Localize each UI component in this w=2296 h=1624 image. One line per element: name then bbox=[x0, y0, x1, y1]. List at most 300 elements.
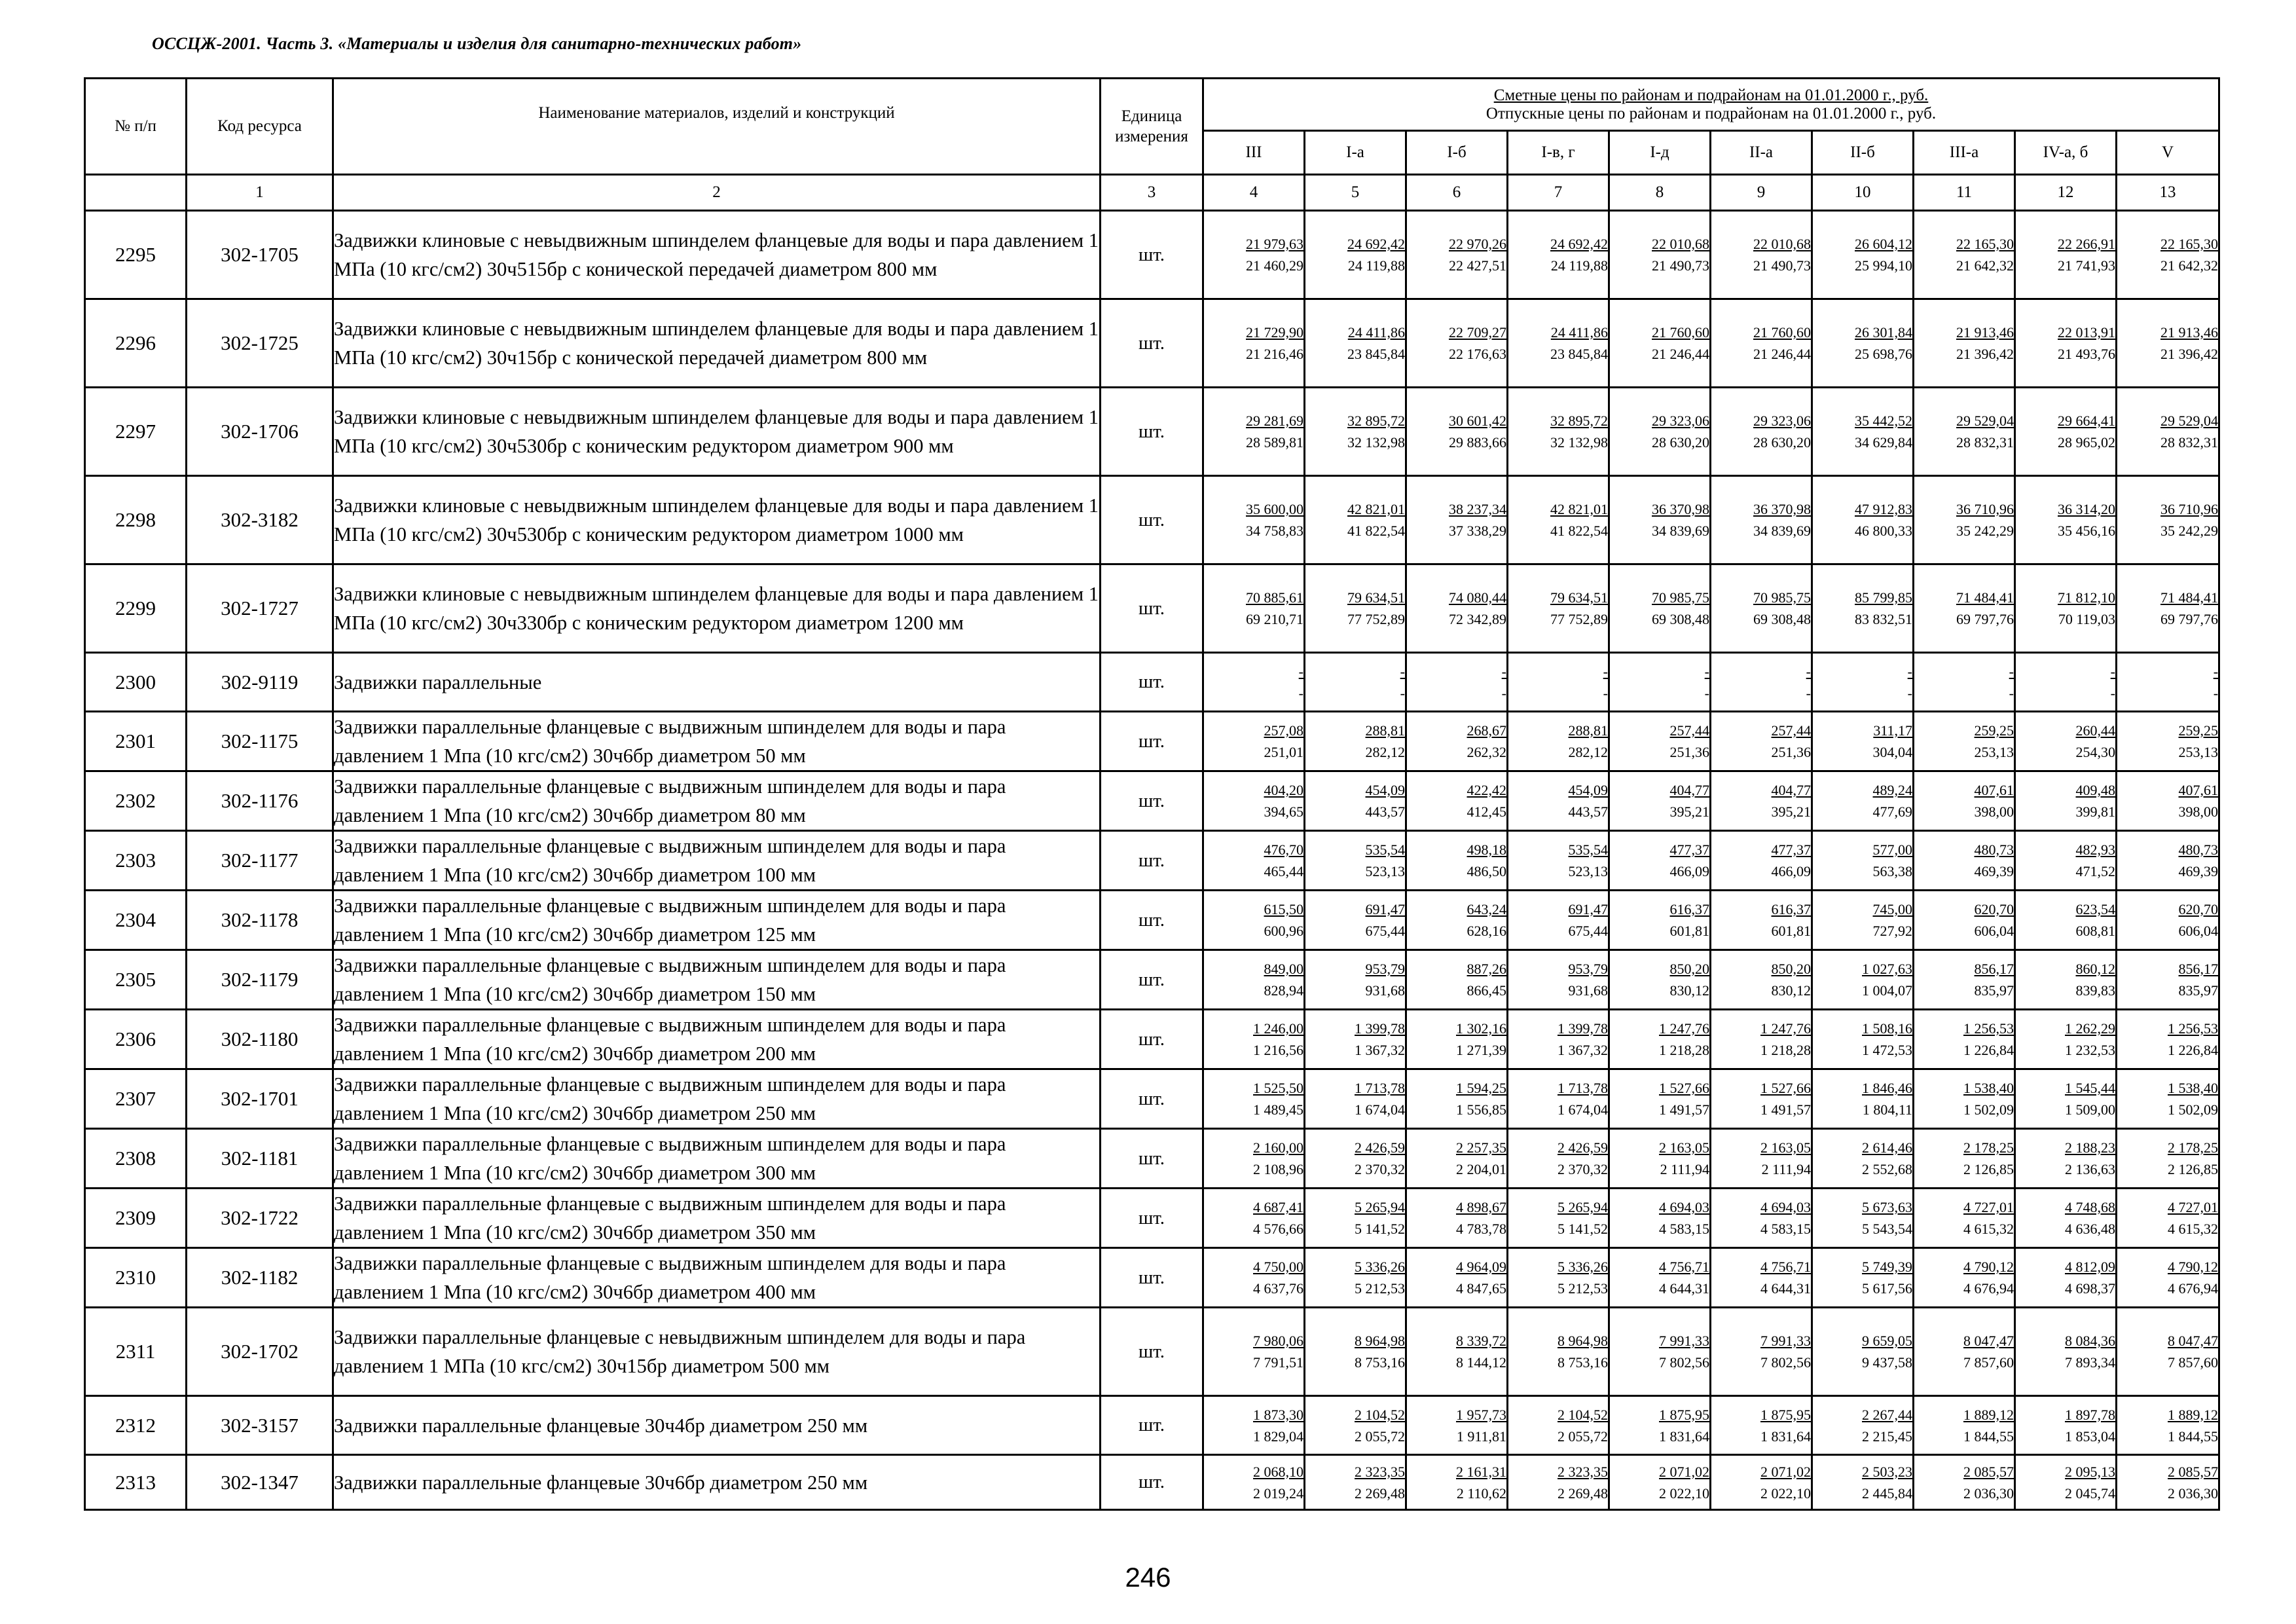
estimate-price: 1 873,30 bbox=[1253, 1406, 1303, 1423]
price-cell bbox=[1508, 1129, 1609, 1189]
release-price: 35 242,29 bbox=[2160, 523, 2219, 539]
release-price: 399,81 bbox=[2075, 803, 2115, 820]
row-number: 2301 bbox=[85, 712, 187, 771]
table-row bbox=[85, 1396, 2219, 1455]
table-row bbox=[85, 1010, 2219, 1069]
resource-code: 302-1179 bbox=[187, 950, 333, 1010]
estimate-price: 29 529,04 bbox=[1956, 413, 2014, 429]
release-price: - bbox=[1704, 684, 1709, 701]
estimate-price: 22 165,30 bbox=[2160, 236, 2219, 252]
price-cell bbox=[1406, 771, 1508, 831]
estimate-price: 2 104,52 bbox=[1355, 1406, 1405, 1423]
estimate-price: 22 165,30 bbox=[1956, 236, 2014, 252]
resource-code: 302-1175 bbox=[187, 712, 333, 771]
header-name: Наименование материалов, изделий и конструкций bbox=[333, 79, 1101, 175]
estimate-price: 887,26 bbox=[1467, 961, 1506, 977]
material-name: Задвижки клиновые с невыдвижным шпинделем фланцевые для воды и пара давлением 1 МПа (10 кгс/см2) 30ч530бр с коническим редуктором диаметром 900 мм bbox=[333, 388, 1101, 476]
estimate-price: 2 163,05 bbox=[1760, 1139, 1811, 1156]
release-price: 1 556,85 bbox=[1456, 1101, 1506, 1118]
estimate-price: 2 267,44 bbox=[1862, 1406, 1912, 1423]
estimate-price: 268,67 bbox=[1467, 722, 1506, 739]
release-price: 2 126,85 bbox=[1963, 1161, 2014, 1177]
price-cell bbox=[1812, 712, 1914, 771]
release-price: 486,50 bbox=[1467, 863, 1506, 879]
material-name: Задвижки параллельные фланцевые 30ч6бр диаметром 250 мм bbox=[333, 1455, 1101, 1510]
price-cell bbox=[1711, 1010, 1812, 1069]
release-price: 34 839,69 bbox=[1652, 523, 1709, 539]
estimate-price: 860,12 bbox=[2075, 961, 2115, 977]
estimate-price: 42 821,01 bbox=[1550, 501, 1608, 517]
estimate-price: 577,00 bbox=[1872, 841, 1912, 858]
release-price: 77 752,89 bbox=[1550, 611, 1608, 627]
price-cell bbox=[2117, 891, 2219, 950]
price-cell bbox=[1406, 653, 1508, 712]
release-price: 1 829,04 bbox=[1253, 1428, 1303, 1445]
estimate-price: 4 898,67 bbox=[1456, 1199, 1506, 1215]
release-price: 469,39 bbox=[1974, 863, 2014, 879]
price-cell bbox=[1609, 299, 1711, 388]
estimate-price: 953,79 bbox=[1365, 961, 1405, 977]
estimate-price: 22 970,26 bbox=[1449, 236, 1506, 252]
release-price: 2 036,30 bbox=[2168, 1485, 2219, 1502]
release-price: 563,38 bbox=[1872, 863, 1912, 879]
estimate-price: 85 799,85 bbox=[1855, 589, 1912, 606]
resource-code: 302-1722 bbox=[187, 1189, 333, 1248]
release-price: 37 338,29 bbox=[1449, 523, 1506, 539]
price-cell bbox=[1609, 1189, 1711, 1248]
resource-code: 302-1706 bbox=[187, 388, 333, 476]
price-cell bbox=[1305, 1396, 1406, 1455]
estimate-price: 2 614,46 bbox=[1862, 1139, 1912, 1156]
region-header: I-д bbox=[1609, 131, 1711, 175]
release-price: 1 502,09 bbox=[2168, 1101, 2219, 1118]
estimate-price: 535,54 bbox=[1568, 841, 1608, 858]
release-price: 2 269,48 bbox=[1558, 1485, 1608, 1502]
estimate-price: 850,20 bbox=[1771, 961, 1811, 977]
estimate-price: 745,00 bbox=[1872, 901, 1912, 917]
release-price: 2 111,94 bbox=[1761, 1161, 1811, 1177]
resource-code: 302-1178 bbox=[187, 891, 333, 950]
release-price: 727,92 bbox=[1872, 923, 1912, 939]
estimate-price: 1 897,78 bbox=[2065, 1406, 2115, 1423]
release-price: 7 802,56 bbox=[1760, 1354, 1811, 1371]
release-price: 1 831,64 bbox=[1659, 1428, 1709, 1445]
price-cell bbox=[1914, 1069, 2015, 1129]
release-price: - bbox=[1806, 684, 1811, 701]
estimate-price: 259,25 bbox=[2178, 722, 2219, 739]
price-cell bbox=[1203, 653, 1305, 712]
table-row bbox=[85, 1129, 2219, 1189]
price-cell bbox=[1305, 771, 1406, 831]
estimate-price: 1 538,40 bbox=[1963, 1080, 2014, 1096]
unit-of-measure: шт. bbox=[1101, 831, 1203, 891]
release-price: 1 674,04 bbox=[1558, 1101, 1608, 1118]
price-cell bbox=[1508, 564, 1609, 653]
estimate-price: 2 426,59 bbox=[1558, 1139, 1608, 1156]
price-cell bbox=[1711, 211, 1812, 299]
region-header: V bbox=[2117, 131, 2219, 175]
price-cell bbox=[2015, 831, 2117, 891]
estimate-price: 477,37 bbox=[1771, 841, 1811, 858]
estimate-price: 1 246,00 bbox=[1253, 1020, 1303, 1037]
release-price: 931,68 bbox=[1568, 982, 1608, 999]
header-unit: Единица измерения bbox=[1101, 79, 1203, 175]
row-number: 2297 bbox=[85, 388, 187, 476]
price-cell bbox=[1812, 891, 1914, 950]
price-cell bbox=[1203, 891, 1305, 950]
release-price: 1 218,28 bbox=[1760, 1042, 1811, 1058]
estimate-price: 454,09 bbox=[1568, 782, 1608, 798]
release-price: 2 019,24 bbox=[1253, 1485, 1303, 1502]
release-price: 600,96 bbox=[1264, 923, 1303, 939]
price-cell bbox=[1711, 1455, 1812, 1510]
release-price: 28 965,02 bbox=[2058, 434, 2115, 451]
material-name: Задвижки клиновые с невыдвижным шпинделем фланцевые для воды и пара давлением 1 МПа (10 кгс/см2) 30ч530бр с коническим редуктором диаметром 1000 мм bbox=[333, 476, 1101, 564]
material-name: Задвижки параллельные фланцевые с выдвижным шпинделем для воды и пара давлением 1 Мпа (10 кгс/см2) 30ч6бр диаметром 150 мм bbox=[333, 950, 1101, 1010]
price-cell bbox=[1812, 1189, 1914, 1248]
unit-of-measure: шт. bbox=[1101, 299, 1203, 388]
column-number: 1 bbox=[187, 175, 333, 211]
table-row bbox=[85, 388, 2219, 476]
column-number: 3 bbox=[1101, 175, 1203, 211]
price-cell bbox=[1305, 831, 1406, 891]
release-price: 4 676,94 bbox=[2168, 1280, 2219, 1297]
release-price: 41 822,54 bbox=[1347, 523, 1405, 539]
price-cell bbox=[1406, 950, 1508, 1010]
estimate-price: - bbox=[2110, 663, 2115, 680]
release-price: 21 493,76 bbox=[2058, 346, 2115, 362]
price-cell bbox=[2015, 1189, 2117, 1248]
material-name: Задвижки параллельные фланцевые с выдвижным шпинделем для воды и пара давлением 1 Мпа (10 кгс/см2) 30ч6бр диаметром 80 мм bbox=[333, 771, 1101, 831]
release-price: 1 853,04 bbox=[2065, 1428, 2115, 1445]
release-price: 931,68 bbox=[1365, 982, 1405, 999]
release-price: 5 212,53 bbox=[1355, 1280, 1405, 1297]
price-cell bbox=[2117, 1010, 2219, 1069]
release-price: 2 055,72 bbox=[1355, 1428, 1405, 1445]
estimate-price: 620,70 bbox=[1974, 901, 2014, 917]
release-price: 9 437,58 bbox=[1862, 1354, 1912, 1371]
estimate-price: 32 895,72 bbox=[1347, 413, 1405, 429]
estimate-price: 5 749,39 bbox=[1862, 1259, 1912, 1275]
release-price: 2 055,72 bbox=[1558, 1428, 1608, 1445]
table-row bbox=[85, 1189, 2219, 1248]
estimate-price: 24 692,42 bbox=[1550, 236, 1608, 252]
estimate-price: - bbox=[1806, 663, 1811, 680]
estimate-price: - bbox=[2213, 663, 2219, 680]
price-cell bbox=[2117, 211, 2219, 299]
release-price: 1 226,84 bbox=[1963, 1042, 2014, 1058]
release-price: 2 370,32 bbox=[1558, 1161, 1608, 1177]
release-price: 21 490,73 bbox=[1652, 257, 1709, 274]
estimate-price: 74 080,44 bbox=[1449, 589, 1506, 606]
release-price: 606,04 bbox=[2178, 923, 2219, 939]
release-price: 29 883,66 bbox=[1449, 434, 1506, 451]
price-cell bbox=[2015, 1248, 2117, 1308]
region-header: I-в, г bbox=[1508, 131, 1609, 175]
price-cell bbox=[1305, 1455, 1406, 1510]
release-price: 70 119,03 bbox=[2058, 611, 2115, 627]
price-cell bbox=[1508, 891, 1609, 950]
estimate-price: 1 545,44 bbox=[2065, 1080, 2115, 1096]
estimate-price: 535,54 bbox=[1365, 841, 1405, 858]
release-price: 412,45 bbox=[1467, 803, 1506, 820]
price-cell bbox=[1203, 771, 1305, 831]
region-header: II-б bbox=[1812, 131, 1914, 175]
column-number: 10 bbox=[1812, 175, 1914, 211]
release-price: 398,00 bbox=[1974, 803, 2014, 820]
price-cell bbox=[1305, 564, 1406, 653]
table-row bbox=[85, 950, 2219, 1010]
row-number: 2312 bbox=[85, 1396, 187, 1455]
price-cell bbox=[1914, 891, 2015, 950]
price-cell bbox=[1508, 1308, 1609, 1396]
price-cell bbox=[1508, 299, 1609, 388]
release-price: 4 615,32 bbox=[1963, 1221, 2014, 1237]
release-price: 83 832,51 bbox=[1855, 611, 1912, 627]
release-price: 21 490,73 bbox=[1753, 257, 1811, 274]
price-cell bbox=[1609, 1455, 1711, 1510]
release-price: 21 460,29 bbox=[1246, 257, 1303, 274]
header-code: Код ресурса bbox=[187, 79, 333, 175]
estimate-price: - bbox=[1400, 663, 1405, 680]
price-cell bbox=[1609, 950, 1711, 1010]
price-cell bbox=[1914, 1129, 2015, 1189]
release-price: 21 246,44 bbox=[1753, 346, 1811, 362]
resource-code: 302-1176 bbox=[187, 771, 333, 831]
estimate-price: 24 692,42 bbox=[1347, 236, 1405, 252]
release-price: 2 108,96 bbox=[1253, 1161, 1303, 1177]
price-cell bbox=[2117, 476, 2219, 564]
column-number-empty bbox=[85, 175, 187, 211]
price-cell bbox=[2117, 771, 2219, 831]
price-cell bbox=[2117, 1396, 2219, 1455]
release-price: 2 126,85 bbox=[2168, 1161, 2219, 1177]
estimate-price: 404,77 bbox=[1771, 782, 1811, 798]
estimate-price: 8 084,36 bbox=[2065, 1333, 2115, 1349]
price-cell bbox=[1203, 564, 1305, 653]
resource-code: 302-1177 bbox=[187, 831, 333, 891]
page-header: ОССЦЖ-2001. Часть 3. «Материалы и изделия для санитарно-технических работ» bbox=[152, 34, 802, 53]
column-number: 11 bbox=[1914, 175, 2015, 211]
price-cell bbox=[1914, 831, 2015, 891]
release-price: 254,30 bbox=[2075, 744, 2115, 760]
price-cell bbox=[2015, 1308, 2117, 1396]
price-cell bbox=[2117, 1455, 2219, 1510]
estimate-price: 21 760,60 bbox=[1652, 324, 1709, 341]
price-cell bbox=[1406, 564, 1508, 653]
price-cell bbox=[1406, 388, 1508, 476]
estimate-price: 4 748,68 bbox=[2065, 1199, 2115, 1215]
price-cell bbox=[2015, 1069, 2117, 1129]
price-cell bbox=[1508, 771, 1609, 831]
region-header: IV-а, б bbox=[2015, 131, 2117, 175]
release-price: 21 396,42 bbox=[1956, 346, 2014, 362]
estimate-price: 79 634,51 bbox=[1550, 589, 1608, 606]
estimate-price: 1 247,76 bbox=[1659, 1020, 1709, 1037]
price-cell bbox=[1305, 1129, 1406, 1189]
price-cell bbox=[1305, 1248, 1406, 1308]
estimate-price: 856,17 bbox=[2178, 961, 2219, 977]
price-cell bbox=[2015, 712, 2117, 771]
release-price: 35 242,29 bbox=[1956, 523, 2014, 539]
price-cell bbox=[1406, 1129, 1508, 1189]
estimate-price: 850,20 bbox=[1669, 961, 1709, 977]
price-cell bbox=[1914, 1189, 2015, 1248]
estimate-price: 1 875,95 bbox=[1760, 1406, 1811, 1423]
row-number: 2298 bbox=[85, 476, 187, 564]
price-cell bbox=[1406, 1455, 1508, 1510]
release-price: 4 636,48 bbox=[2065, 1221, 2115, 1237]
unit-of-measure: шт. bbox=[1101, 653, 1203, 712]
price-cell bbox=[1203, 476, 1305, 564]
release-price: 41 822,54 bbox=[1550, 523, 1608, 539]
estimate-price: 2 095,13 bbox=[2065, 1463, 2115, 1480]
price-cell bbox=[1914, 1248, 2015, 1308]
row-number: 2306 bbox=[85, 1010, 187, 1069]
estimate-price: 1 256,53 bbox=[1963, 1020, 2014, 1037]
release-price: 7 802,56 bbox=[1659, 1354, 1709, 1371]
estimate-price: 29 664,41 bbox=[2058, 413, 2115, 429]
price-cell bbox=[1203, 1396, 1305, 1455]
release-price: 5 141,52 bbox=[1558, 1221, 1608, 1237]
price-cell bbox=[2117, 299, 2219, 388]
estimate-price: 9 659,05 bbox=[1862, 1333, 1912, 1349]
price-cell bbox=[1203, 299, 1305, 388]
price-cell bbox=[1508, 1010, 1609, 1069]
estimate-price: 623,54 bbox=[2075, 901, 2115, 917]
release-price: 32 132,98 bbox=[1347, 434, 1405, 451]
release-price: 2 370,32 bbox=[1355, 1161, 1405, 1177]
release-price: 1 674,04 bbox=[1355, 1101, 1405, 1118]
estimate-price: 404,77 bbox=[1669, 782, 1709, 798]
estimate-price: 21 760,60 bbox=[1753, 324, 1811, 341]
release-price: 608,81 bbox=[2075, 923, 2115, 939]
release-price: 839,83 bbox=[2075, 982, 2115, 999]
price-cell bbox=[2015, 1010, 2117, 1069]
material-name: Задвижки параллельные фланцевые с выдвижным шпинделем для воды и пара давлением 1 Мпа (10 кгс/см2) 30ч6бр диаметром 250 мм bbox=[333, 1069, 1101, 1129]
resource-code: 302-1727 bbox=[187, 564, 333, 653]
release-price: 28 589,81 bbox=[1246, 434, 1303, 451]
price-cell bbox=[1508, 388, 1609, 476]
estimate-price: 257,44 bbox=[1771, 722, 1811, 739]
price-cell bbox=[2117, 564, 2219, 653]
price-cell bbox=[1609, 211, 1711, 299]
resource-code: 302-9119 bbox=[187, 653, 333, 712]
price-cell bbox=[1406, 211, 1508, 299]
estimate-price: 2 160,00 bbox=[1253, 1139, 1303, 1156]
estimate-price: 4 694,03 bbox=[1760, 1199, 1811, 1215]
release-price: 21 246,44 bbox=[1652, 346, 1709, 362]
release-price: 1 472,53 bbox=[1862, 1042, 1912, 1058]
price-cell bbox=[1711, 1129, 1812, 1189]
material-name: Задвижки клиновые с невыдвижным шпинделем фланцевые для воды и пара давлением 1 МПа (10 кгс/см2) 30ч15бр с конической передачей диаметром 800 мм bbox=[333, 299, 1101, 388]
estimate-price: 691,47 bbox=[1365, 901, 1405, 917]
release-price: 675,44 bbox=[1365, 923, 1405, 939]
release-price: 22 176,63 bbox=[1449, 346, 1506, 362]
estimate-price: 1 889,12 bbox=[2168, 1406, 2219, 1423]
price-cell bbox=[1914, 211, 2015, 299]
estimate-price: 2 178,25 bbox=[1963, 1139, 2014, 1156]
material-name: Задвижки клиновые с невыдвижным шпинделем фланцевые для воды и пара давлением 1 МПа (10 кгс/см2) 30ч515бр с конической передачей диаметром 800 мм bbox=[333, 211, 1101, 299]
estimate-price: 5 265,94 bbox=[1355, 1199, 1405, 1215]
estimate-price: 620,70 bbox=[2178, 901, 2219, 917]
price-cell bbox=[1711, 1396, 1812, 1455]
material-name: Задвижки параллельные фланцевые 30ч4бр диаметром 250 мм bbox=[333, 1396, 1101, 1455]
price-cell bbox=[1711, 1248, 1812, 1308]
price-cell bbox=[1914, 653, 2015, 712]
estimate-price: 36 710,96 bbox=[1956, 501, 2014, 517]
release-price: 8 144,12 bbox=[1456, 1354, 1506, 1371]
price-cell bbox=[1203, 1010, 1305, 1069]
price-cell bbox=[1508, 653, 1609, 712]
estimate-price: 36 710,96 bbox=[2160, 501, 2219, 517]
estimate-price: 4 727,01 bbox=[2168, 1199, 2219, 1215]
price-cell bbox=[1305, 299, 1406, 388]
estimate-price: 454,09 bbox=[1365, 782, 1405, 798]
table-row bbox=[85, 1455, 2219, 1510]
price-cell bbox=[1711, 1189, 1812, 1248]
row-number: 2305 bbox=[85, 950, 187, 1010]
release-price: 7 857,60 bbox=[1963, 1354, 2014, 1371]
price-cell bbox=[1711, 653, 1812, 712]
estimate-price: 8 047,47 bbox=[1963, 1333, 2014, 1349]
unit-of-measure: шт. bbox=[1101, 211, 1203, 299]
price-cell bbox=[1914, 1010, 2015, 1069]
price-cell bbox=[1914, 712, 2015, 771]
material-name: Задвижки параллельные фланцевые с выдвижным шпинделем для воды и пара давлением 1 Мпа (10 кгс/см2) 30ч6бр диаметром 400 мм bbox=[333, 1248, 1101, 1308]
unit-of-measure: шт. bbox=[1101, 1069, 1203, 1129]
price-cell bbox=[1203, 1248, 1305, 1308]
price-cell bbox=[2117, 1308, 2219, 1396]
estimate-price: 643,24 bbox=[1467, 901, 1506, 917]
release-price: 2 022,10 bbox=[1659, 1485, 1709, 1502]
release-price: 4 615,32 bbox=[2168, 1221, 2219, 1237]
material-name: Задвижки параллельные фланцевые с невыдвижным шпинделем для воды и пара давлением 1 МПа (10 кгс/см2) 30ч15бр диаметром 500 мм bbox=[333, 1308, 1101, 1396]
release-price: 628,16 bbox=[1467, 923, 1506, 939]
estimate-price: 482,93 bbox=[2075, 841, 2115, 858]
price-cell bbox=[1812, 950, 1914, 1010]
price-cell bbox=[1711, 831, 1812, 891]
estimate-price: 1 247,76 bbox=[1760, 1020, 1811, 1037]
release-price: 28 832,31 bbox=[1956, 434, 2014, 451]
release-price: 1 502,09 bbox=[1963, 1101, 2014, 1118]
release-price: 4 576,66 bbox=[1253, 1221, 1303, 1237]
header-price-otpusk: Отпускные цены по районам и подрайонам на 01.01.2000 г., руб. bbox=[1485, 104, 1937, 122]
release-price: 4 583,15 bbox=[1659, 1221, 1709, 1237]
release-price: 69 210,71 bbox=[1246, 611, 1303, 627]
material-name: Задвижки параллельные bbox=[333, 653, 1101, 712]
release-price: 1 271,39 bbox=[1456, 1042, 1506, 1058]
estimate-price: 5 336,26 bbox=[1558, 1259, 1608, 1275]
estimate-price: 616,37 bbox=[1669, 901, 1709, 917]
estimate-price: 29 323,06 bbox=[1753, 413, 1811, 429]
price-cell bbox=[1203, 831, 1305, 891]
release-price: 1 216,56 bbox=[1253, 1042, 1303, 1058]
price-cell bbox=[1609, 831, 1711, 891]
estimate-price: 2 071,02 bbox=[1659, 1463, 1709, 1480]
release-price: 835,97 bbox=[1974, 982, 2014, 999]
release-price: 4 783,78 bbox=[1456, 1221, 1506, 1237]
release-price: 4 583,15 bbox=[1760, 1221, 1811, 1237]
estimate-price: 4 756,71 bbox=[1659, 1259, 1709, 1275]
estimate-price: 22 709,27 bbox=[1449, 324, 1506, 341]
price-cell bbox=[2015, 211, 2117, 299]
release-price: - bbox=[1400, 684, 1405, 701]
release-price: 4 644,31 bbox=[1659, 1280, 1709, 1297]
material-name: Задвижки параллельные фланцевые с выдвижным шпинделем для воды и пара давлением 1 Мпа (10 кгс/см2) 30ч6бр диаметром 300 мм bbox=[333, 1129, 1101, 1189]
release-price: 835,97 bbox=[2178, 982, 2219, 999]
release-price: 866,45 bbox=[1467, 982, 1506, 999]
